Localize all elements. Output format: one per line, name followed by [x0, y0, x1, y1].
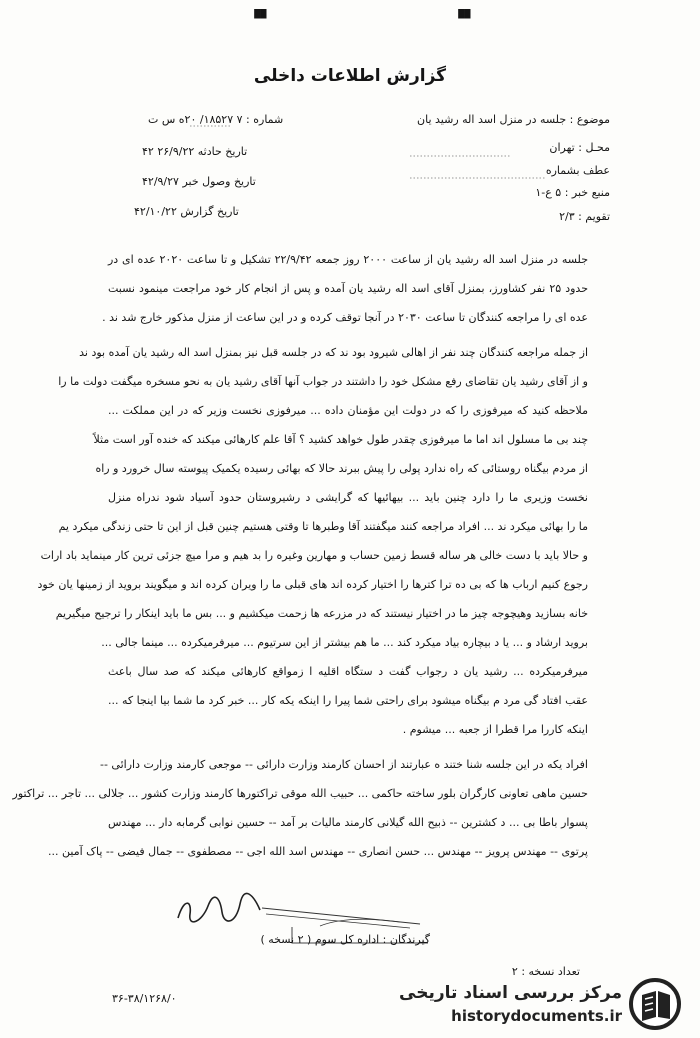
incident-date: تاریخ حادثه ۲۶/۹/۲۲ ۴۲ — [142, 145, 248, 158]
document-code: ۳۶-۳۸/۱۲۶۸/۰ — [112, 992, 177, 1005]
body-line: چند بی ما مسلول اند اما ما میرفوزی چقدر طول خواهد کشید ؟ آقا علم کارهائی میکند که خنده آور است مثلاً — [93, 433, 588, 446]
body-line: ملاحظه کنید که میرفوزی را که در دولت این مؤمنان داده ... میرفوزی نخست وزیر که در این مملکت ... — [108, 404, 588, 417]
body-line: نخست وزیری ما را دارد چنین باید ... بیهائیها که گرایشی د رشیروستان حدود آسیاد شود ندراه منزل — [108, 491, 588, 504]
subject-field: موضوع : جلسه در منزل اسد اله رشید یان — [417, 113, 610, 126]
body-line: حدود ۲۵ نفر کشاورز، بمنزل آقای اسد اله رشید یان آمده و پس از انجام کار خود مراجعت مینمود نسبت — [108, 282, 589, 295]
copies-label: تعداد نسخه : ۲ — [511, 965, 580, 978]
report-date: تاریخ گزارش ۴۲/۱۰/۲۲ — [134, 205, 239, 218]
archive-book-icon — [628, 977, 682, 1031]
body-line: بروید ارشاد و ... یا د بیچاره بیاد میکرد کند ... ما هم بیشتر از این سرتیوم ... میرفرمیکرده ... مینما جالی ... — [101, 636, 588, 649]
evaluation-field: تقويم : ۲/۳ — [559, 210, 610, 223]
body-line: از مردم بیگناه روستائی که راه ندارد پولی را پیش ببرند حالا که بهائی رسیده یکمیک پیوسته سال خرورد و راه — [95, 462, 588, 475]
body-line: عقب افتاد گی مرد م بیگناه میشود برای راحتی شما پیرا را اینکه یکه کار ... خبر کرد ما شما بیا اینجا که ... — [108, 694, 588, 707]
body-line: خانه بسازید وهیچوجه چیز ما در اختیار نیستند که در مزرعه ها زحمت میکشیم و ... بس ما باید اینکار را ترجیح میگیریم — [55, 607, 588, 620]
report-number: شماره : ۷ ۱۸۵۲۷/ ۲۰ه س ت — [148, 113, 284, 126]
recipients-label: گیرندگان : اداره کل سوم ( ۲ نسخه ) — [260, 933, 430, 946]
attachment-field: عطف بشماره — [545, 164, 610, 177]
body-line: و از آقای رشید یان تقاضای رفع مشکل خود را داشتند در جواب آنها آقای رشید یان به نحو مسخره میگفت دولت ما را — [58, 375, 588, 388]
body-line: میرفرمیکرده ... رشید یان د رجواب گفت د ستگاه اقلیه ا زمواقع کارهائی میکند که صد سال باعث — [108, 665, 588, 678]
body-line: رجوع کنیم ارباب ها که بی ده ترا کترها را اختیار کرده اند های قبلی ما را ویران کرده اند و میگویند بروید از زمینها یان خود — [37, 578, 588, 591]
body-line: جلسه در منزل اسد اله رشید یان از ساعت ۲۰۰۰ روز جمعه ۲۲/۹/۴۲ تشکیل و تا ساعت ۲۰۲۰ عده ای در — [108, 253, 588, 266]
body-line: از جمله مراجعه کنندگان چند نفر از اهالی شیرود بود ند که در جلسه قبل نیز بمنزل اسد اله رشید یان آمده بود ند — [79, 346, 588, 359]
attendees-line: پرتوی -- مهندس پرویز -- مهندس ... حسن انصاری -- مهندس اسد الله اجی -- مصطفوی -- جمال فیضی -- پاک آمین ... — [48, 845, 588, 858]
header-mark-left: ▝▘ — [248, 9, 273, 28]
field-guide-lines — [0, 0, 700, 240]
archive-name: مرکز بررسی اسناد تاریخی — [399, 983, 622, 1003]
archive-logo — [400, 975, 690, 1035]
attendees-line: افراد یکه در این جلسه شنا ختند ه عبارتند از احسان کارمند وزارت دارائی -- موجعی کارمند وزارت دارائی -- — [100, 758, 588, 771]
header-mark-right: ▝▘ — [452, 9, 477, 28]
receipt-date: تاریخ وصول خبر ۴۲/۹/۲۷ — [142, 175, 256, 188]
archive-site: historydocuments.ir — [451, 1007, 622, 1025]
document-title: گزارش اطلاعات داخلی — [253, 66, 447, 86]
body-line: ما را بهائی میکرد ند ... افراد مراجعه کنند میگفتند آقا وطبرها تا وقتی هستیم چنین قبل از این تا حتی زندگی میکرد یم — [58, 520, 588, 533]
source-field: منبع خبر : ۵ ع-۱ — [535, 186, 610, 199]
attendees-line: حسین ماهی تعاونی کارگران بلور ساخته حاکمی ... حبیب الله موقی تراکتورها کارمند وزارت کشور ... جلالی ... تاجر ... تراکتور — [12, 787, 588, 800]
body-line: اینکه کاررا مرا قطرا از جعبه ... میشوم . — [402, 723, 588, 736]
body-line: و حالا باید با دست خالی هر ساله قسط زمین حساب و مهارین وغیره را بد هیم و مرا میچ جزئی ترین کار مینماید باد ارات — [40, 549, 588, 562]
attendees-line: پسوار باطا بی ... د کشترین -- ذبیح الله گیلانی کارمند مالیات بر آمد -- حسین نوابی گرمابه دار ... مهندس — [108, 816, 588, 829]
location-field: محـل : تهران — [549, 141, 610, 154]
body-line: عده ای را مراجعه کنندگان تا ساعت ۲۰۳۰ در آنجا توقف کرده و در این ساعت از منزل مذکور خارج شد ند . — [102, 311, 588, 324]
